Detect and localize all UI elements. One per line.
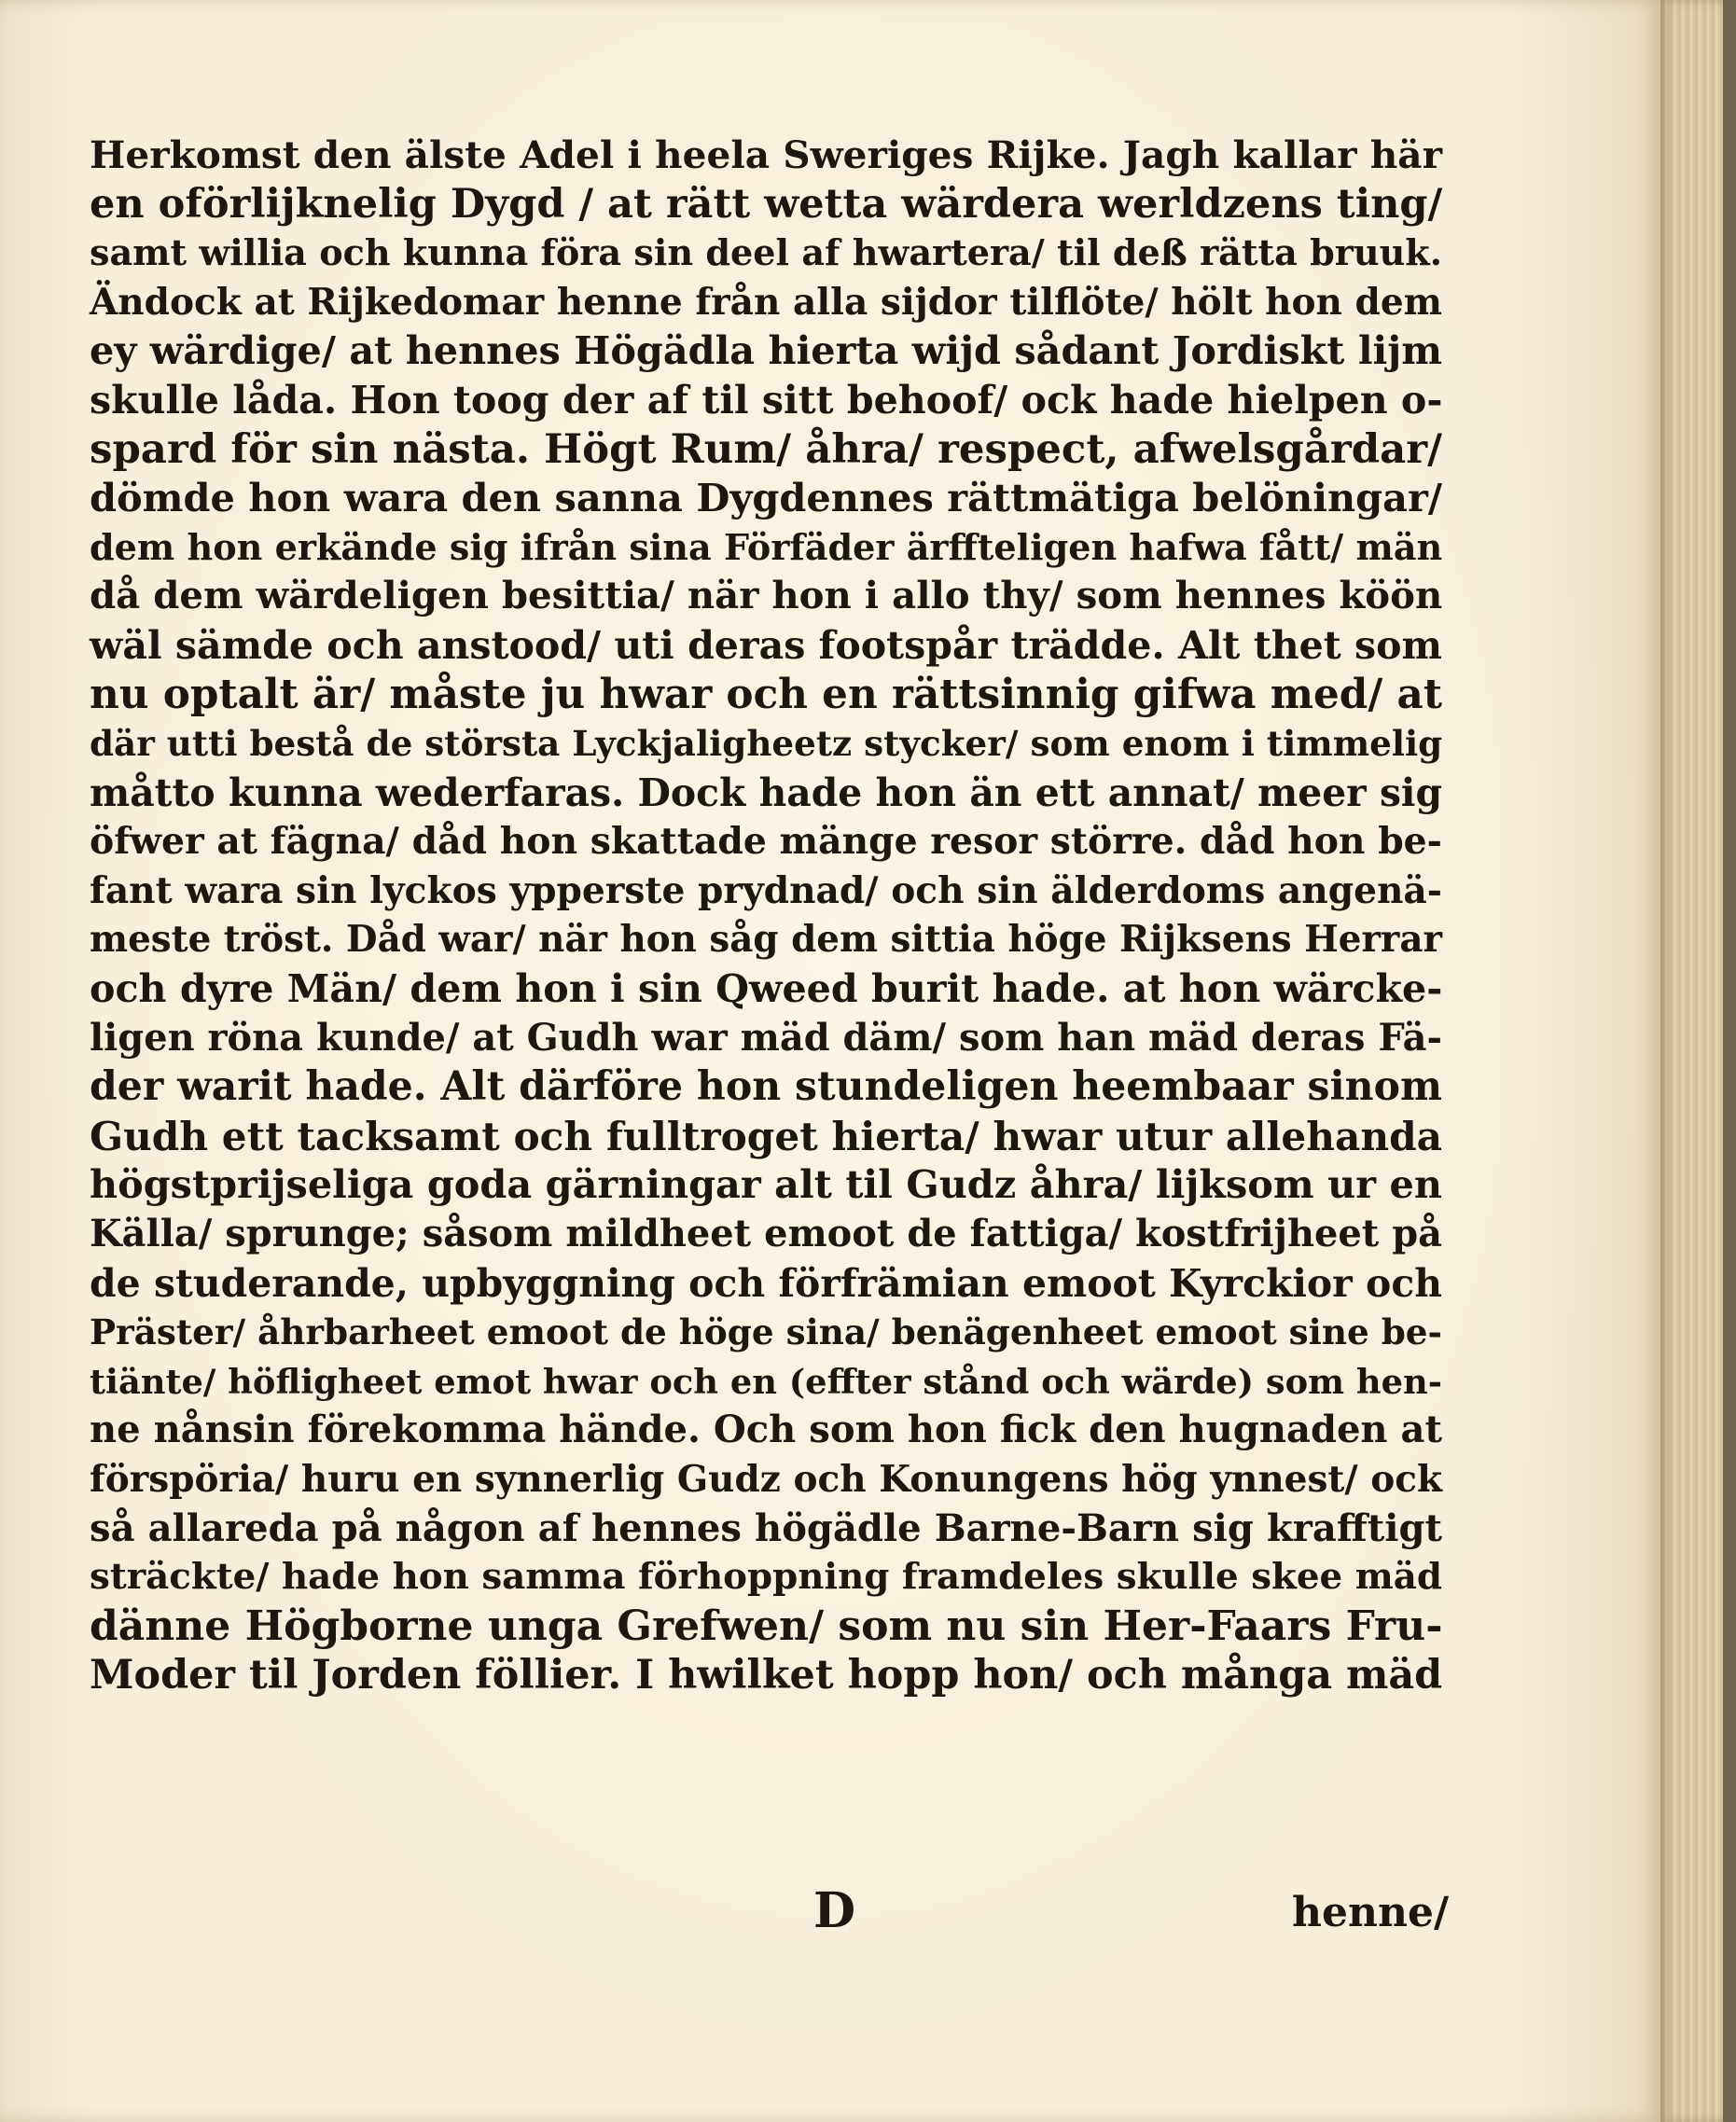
signature-mark: D [813,1882,856,1939]
text-line: ne nånsin förekomma hände. Och som hon fick den hugnaden at [90,1408,1442,1452]
text-line: Gudh ett tacksamt och fulltroget hierta/ hwar utur allehanda [90,1112,1442,1159]
text-line: då dem wärdeligen besittia/ när hon i allo thy/ som hennes köön [90,574,1443,618]
text-line: dömde hon wara den sanna Dygdennes rättmätiga belöningar/ [90,475,1442,521]
text-line: en oförlijknelig Dygd / at rätt wetta wärdera werldzens ting/ [90,180,1443,228]
catchword: henne/ [1292,1889,1450,1936]
text-line: tiänte/ höfligheet emot hwar och en (effter stånd och wärde) som hen- [90,1360,1442,1402]
text-line: der warit hade. Alt därföre hon stundeligen heembaar sinom [90,1063,1442,1111]
text-line: sträckte/ hade hon samma förhoppning framdeles skulle skee mäd [90,1556,1442,1599]
text-line: samt willia och kunna föra sin deel af hwartera/ til deß rätta bruuk. [90,231,1442,274]
text-line: Herkomst den älste Adel i heela Sweriges Rijke. Jagh kallar här [90,132,1442,177]
text-line: Moder til Jorden föllier. I hwilket hopp hon/ och många mäd [90,1652,1443,1699]
text-line: Präster/ åhrbarheet emoot de höge sina/ benägenheet emoot sine be- [90,1311,1442,1353]
text-line: måtto kunna wederfaras. Dock hade hon än ett annat/ meer sig [90,770,1442,815]
text-line: öfwer at fägna/ dåd hon skattade mänge resor större. dåd hon be- [90,820,1442,864]
text-line: spard för sin nästa. Högt Rum/ åhra/ respect, afwelsgårdar/ [90,424,1442,473]
text-line: skulle låda. Hon toog der af til sitt behoof/ ock hade hielpen o- [90,376,1443,423]
text-line: dem hon erkände sig ifrån sina Förfäder ärffteligen hafwa fått/ män [90,525,1443,568]
text-line: ey wärdige/ at hennes Högädla hierta wijd sådant Jordiskt lijm [90,327,1442,374]
text-line: där utti bestå de största Lyckjaligheetz stycker/ som enom i timmelig [90,723,1443,765]
body-text [90,131,1442,1700]
text-line: dänne Högborne unga Grefwen/ som nu sin Her-Faars Fru- [90,1602,1443,1650]
text-line: och dyre Män/ dem hon i sin Qweed burit hade. at hon wärcke- [90,965,1443,1012]
text-line: så allareda på någon af hennes högädle Barne-Barn sig krafftigt [90,1505,1442,1550]
text-line: nu optalt är/ måste ju hwar och en rättsinnig gifwa med/ at [90,670,1442,718]
text-line: Källa/ sprunge; såsom mildheet emoot de fattiga/ kostfrijheet på [90,1213,1442,1256]
text-line: Ändock at Rijkedomar henne från alla sijdor tilflöte/ hölt hon dem [90,280,1442,324]
text-line: wäl sämde och anstood/ uti deras footspår trädde. Alt thet som [90,621,1442,668]
text-line: ligen röna kunde/ at Gudh war mäd däm/ som han mäd deras Fä- [90,1016,1442,1060]
text-line: meste tröst. Dåd war/ när hon såg dem sittia höge Rijksens Herrar [90,918,1443,961]
book-page-edges [1660,0,1736,2122]
text-line: högstprijseliga goda gärningar alt til Gudz åhra/ lijksom ur en [90,1161,1442,1208]
text-line: fant wara sin lyckos ypperste prydnad/ och sin älderdoms angenä- [90,868,1442,912]
text-line: de studerande, upbyggning och förfrämian emoot Kyrckior och [90,1260,1442,1306]
text-line: förspöria/ huru en synnerlig Gudz och Konungens hög ynnest/ ock [90,1458,1442,1502]
